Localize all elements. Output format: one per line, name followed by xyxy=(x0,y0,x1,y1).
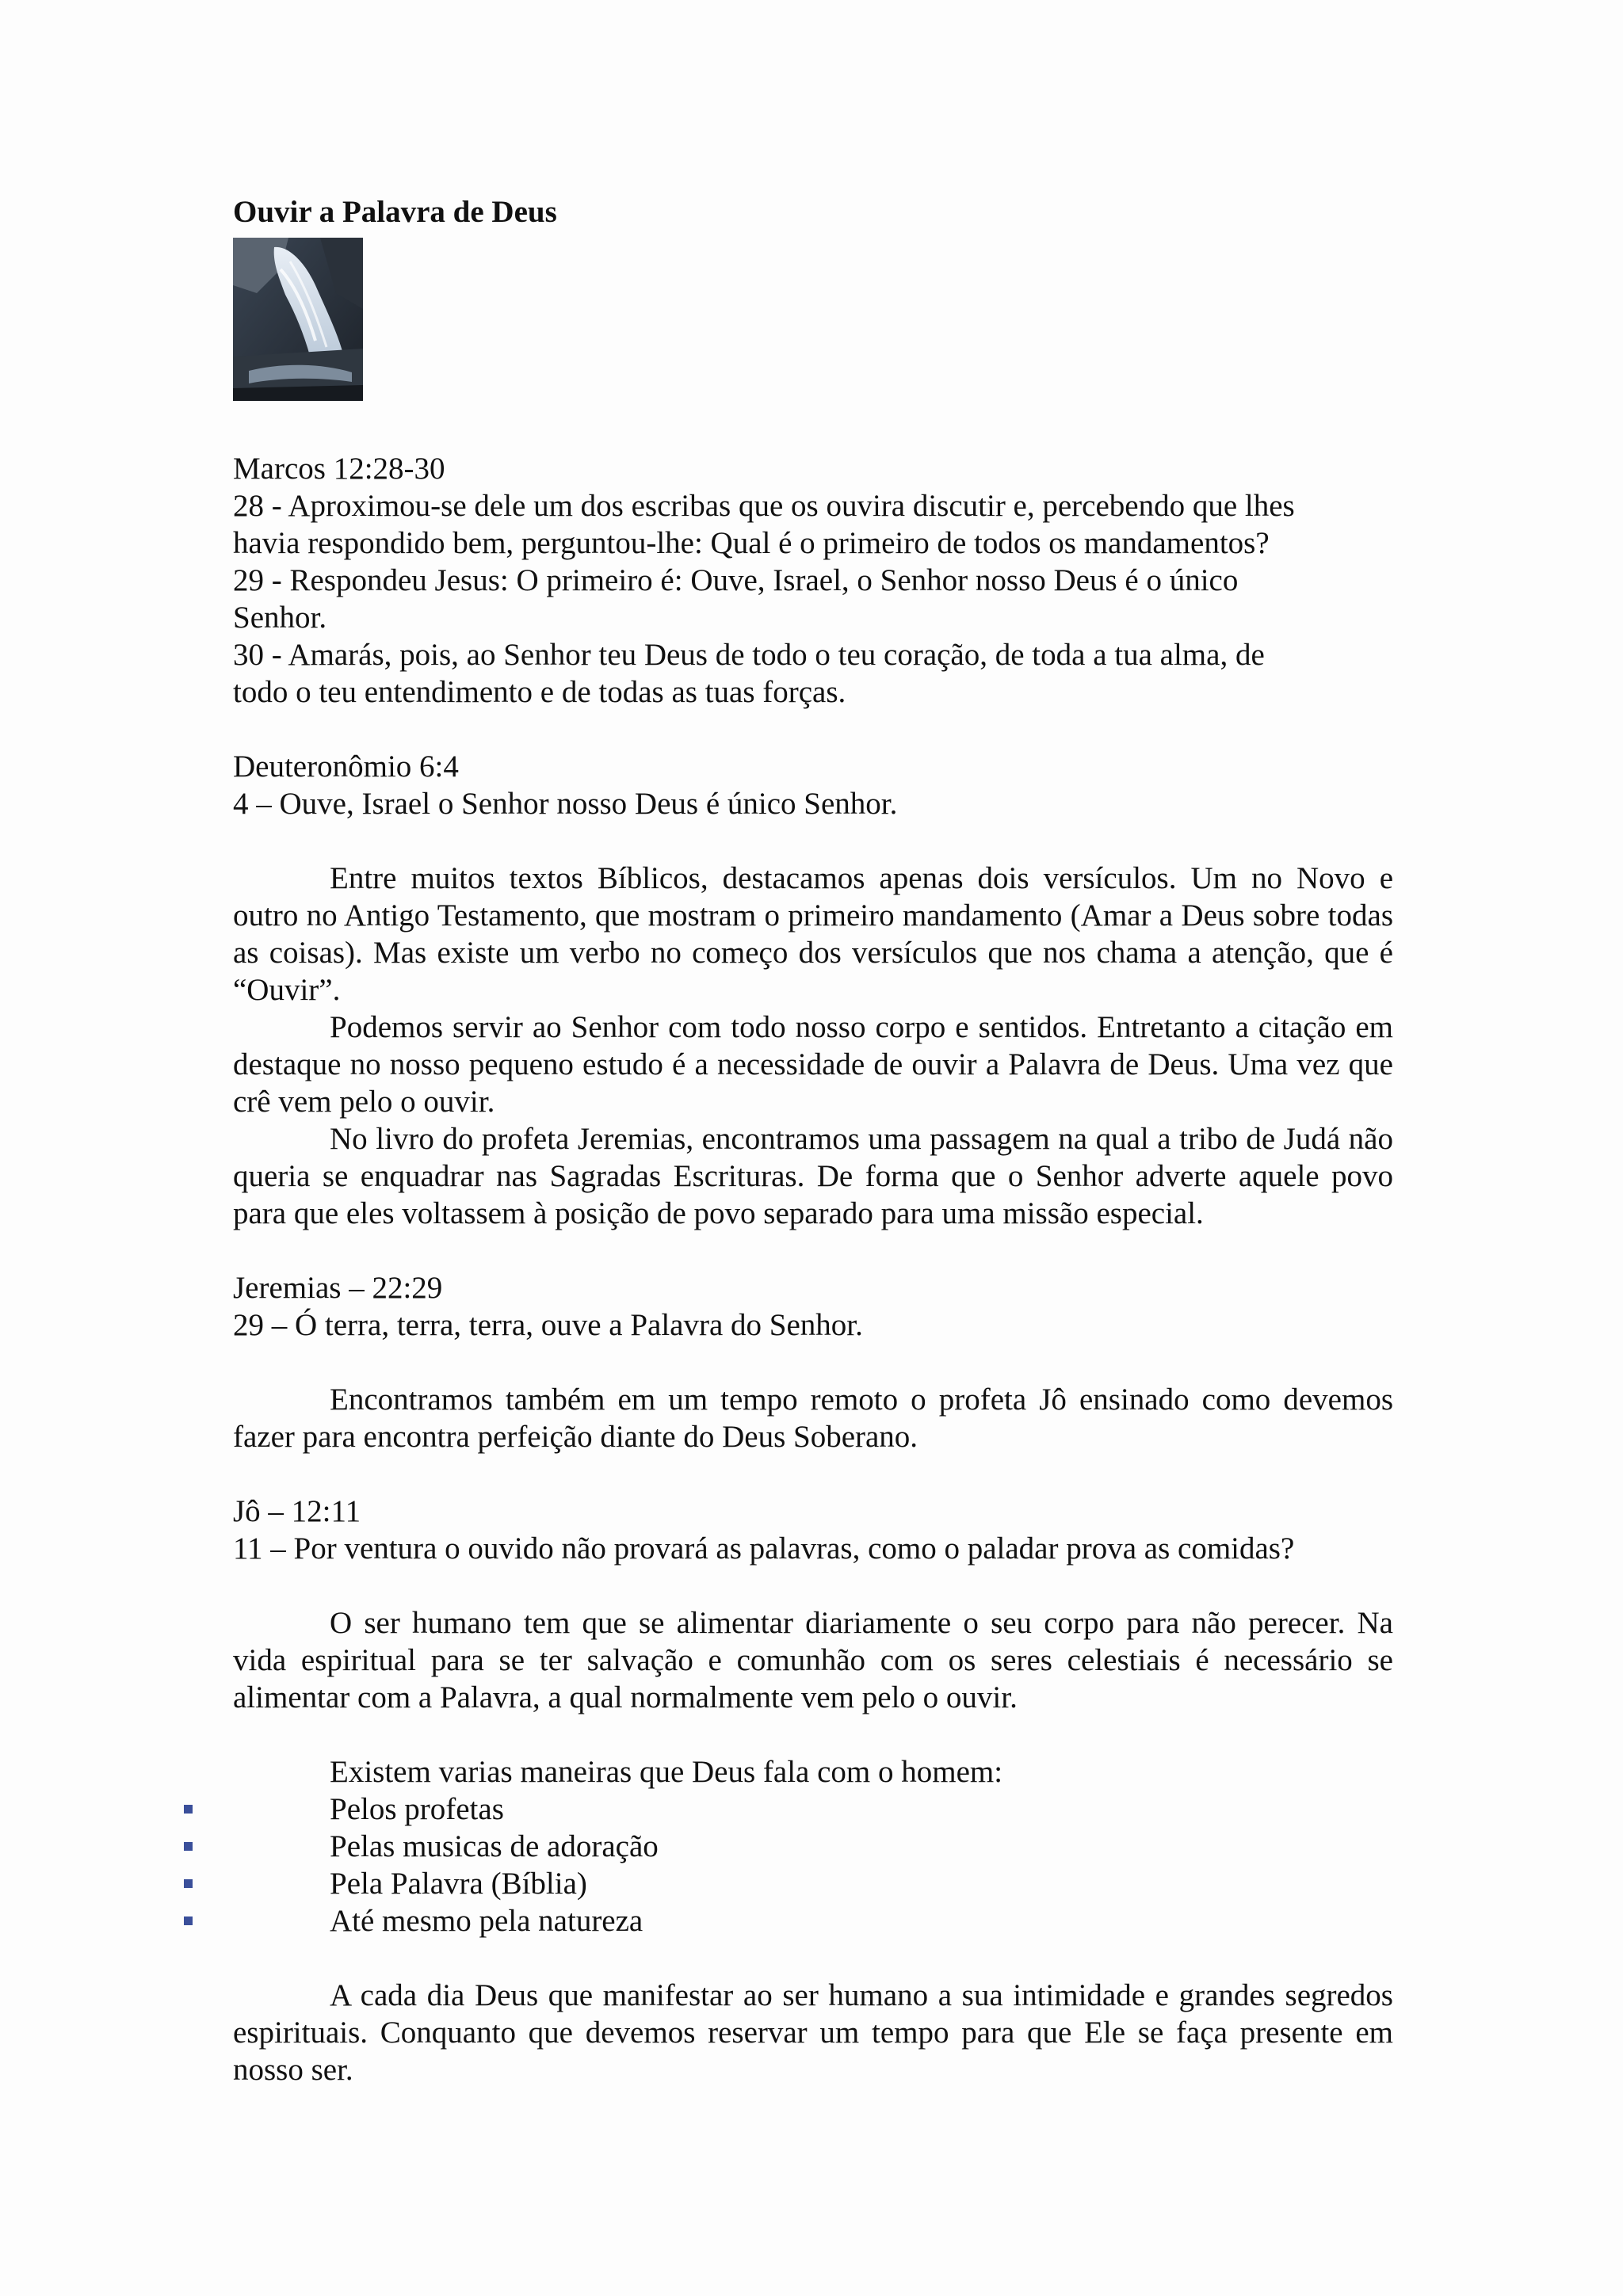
document-title: Ouvir a Palavra de Deus xyxy=(233,195,557,229)
square-bullet-icon xyxy=(184,1917,193,1925)
paragraph: Encontramos também em um tempo remoto o profeta Jô ensinado como devemos fazer para encontra perfeição diante do Deus Soberano. xyxy=(233,1383,1393,1454)
list-item: Até mesmo pela natureza xyxy=(233,1902,1393,1939)
paragraph: Entre muitos textos Bíblicos, destacamos apenas dois versículos. Um no Novo e outro no Antigo Testamento, que mostram o primeiro mandamento (Amar a Deus sobre todas as coisas). Mas existe um verbo no começo dos versículos que nos chama a atenção, que é “Ouvir”. xyxy=(233,861,1393,1007)
square-bullet-icon xyxy=(184,1805,193,1814)
passage-reference: Jô – 12:11 xyxy=(233,1494,361,1528)
list-item: Pelas musicas de adoração xyxy=(233,1828,1393,1865)
waterfall-image xyxy=(233,238,363,401)
verse-line: havia respondido bem, perguntou-lhe: Qual é o primeiro de todos os mandamentos? xyxy=(233,526,1270,560)
paragraph: O ser humano tem que se alimentar diariamente o seu corpo para não perecer. Na vida espiritual para se ter salvação e comunhão com os seres celestiais é necessário se alimentar com a Palavra, a qual normalmente vem pelo o ouvir. xyxy=(233,1606,1393,1714)
passage-jo xyxy=(233,1493,1393,1567)
verse-line: 28 - Aproximou-se dele um dos escribas que os ouvira discutir e, percebendo que lhes xyxy=(233,489,1295,523)
ways-list xyxy=(233,1791,1393,1939)
passage-reference: Jeremias – 22:29 xyxy=(233,1271,443,1305)
verse-line: todo o teu entendimento e de todas as tuas forças. xyxy=(233,675,846,709)
passage-reference: Marcos 12:28-30 xyxy=(233,452,445,486)
passage-jeremias xyxy=(233,1269,1393,1344)
verse-line: 11 – Por ventura o ouvido não provará as palavras, como o paladar prova as comidas? xyxy=(233,1531,1295,1566)
verse-line: 29 – Ó terra, terra, terra, ouve a Palavra do Senhor. xyxy=(233,1308,863,1342)
passage-reference: Deuteronômio 6:4 xyxy=(233,749,459,784)
verse-line: 4 – Ouve, Israel o Senhor nosso Deus é único Senhor. xyxy=(233,787,898,821)
passage-deuteronomio xyxy=(233,748,1393,822)
verse-line: 29 - Respondeu Jesus: O primeiro é: Ouve, Israel, o Senhor nosso Deus é o único xyxy=(233,563,1239,597)
list-item: Pelos profetas xyxy=(233,1791,1393,1828)
paragraph: A cada dia Deus que manifestar ao ser humano a sua intimidade e grandes segredos espirituais. Conquanto que devemos reservar um tempo para que Ele se faça presente em nosso ser. xyxy=(233,1978,1393,2087)
paragraph: Existem varias maneiras que Deus fala com o homem: xyxy=(330,1755,1003,1789)
passage-marcos xyxy=(233,450,1393,711)
square-bullet-icon xyxy=(184,1879,193,1888)
document-body xyxy=(233,189,1393,2088)
list-item: Pela Palavra (Bíblia) xyxy=(233,1865,1393,1902)
verse-line: 30 - Amarás, pois, ao Senhor teu Deus de todo o teu coração, de toda a tua alma, de xyxy=(233,638,1265,672)
paragraph: Podemos servir ao Senhor com todo nosso corpo e sentidos. Entretanto a citação em destaque no nosso pequeno estudo é a necessidade de ouvir a Palavra de Deus. Uma vez que crê vem pelo o ouvir. xyxy=(233,1010,1393,1119)
paragraph: No livro do profeta Jeremias, encontramos uma passagem na qual a tribo de Judá não queria se enquadrar nas Sagradas Escrituras. De forma que o Senhor adverte aquele povo para que eles voltassem à posição de povo separado para uma missão especial. xyxy=(233,1122,1393,1230)
square-bullet-icon xyxy=(184,1842,193,1851)
verse-line: Senhor. xyxy=(233,601,327,635)
